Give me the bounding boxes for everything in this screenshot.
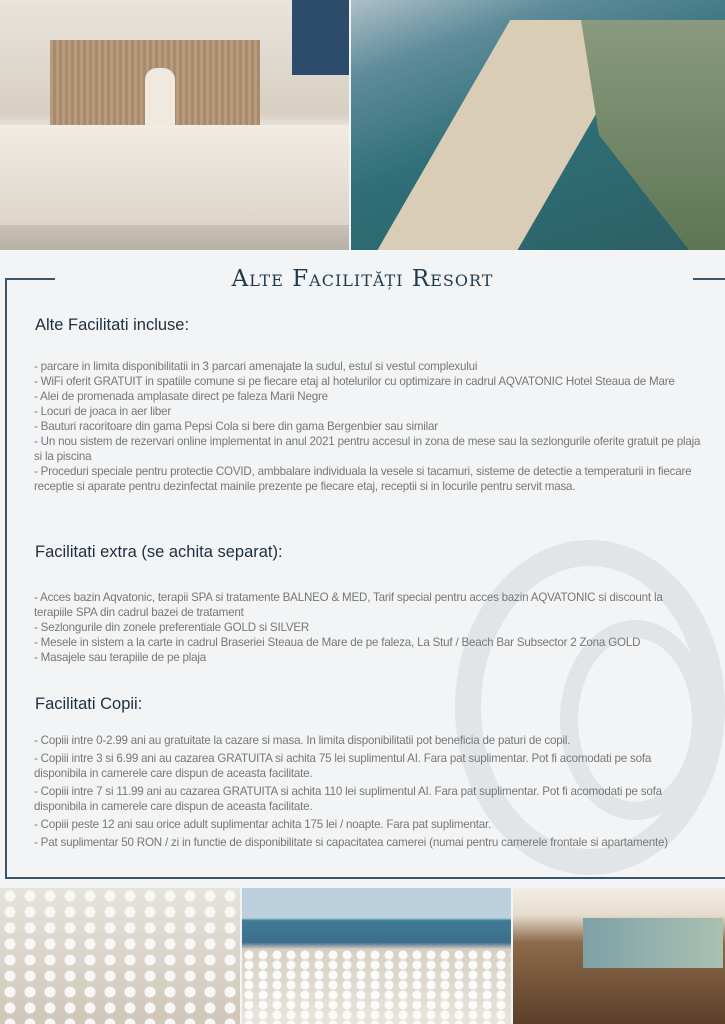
list-item: - Bauturi racoritoare din gama Pepsi Cola si bere din gama Bergenbier sau similar (34, 420, 438, 433)
list-item: - Acces bazin Aqvatonic, terapii SPA si tratamente BALNEO & MED, Tarif special pentru acces bazin AQVATONIC si discount la terapiile SPA din cadrul bazei de tratament (34, 591, 663, 619)
children-list (34, 733, 704, 853)
beach-umbrellas-photo (0, 888, 240, 1024)
list-item: - Copiii intre 0-2.99 ani au gratuitate la cazare si masa. In limita disponibilitatii pot beneficia de paturi de copil. (34, 734, 571, 747)
included-list (34, 359, 704, 494)
list-item: - Copiii intre 3 si 6.99 ani au cazarea GRATUITA si achita 75 lei suplimentul AI. Fara pat suplimentar. Pot fi acomodati pe sofa disponibila in camerele care dispun de aceasta facilitate. (34, 752, 652, 780)
list-item: - Proceduri speciale pentru protectie COVID, ambbalare individuala la vesele si tacamuri, sisteme de detectie a temperaturii in fiecare receptie si aparate pentru dezinfectat mainile prezente pe fiecare etaj, receptii si in locurile pentru servit masa. (34, 465, 692, 493)
list-item: - WiFi oferit GRATUIT in spatiile comune si pe fiecare etaj al hotelurilor cu optimizare in cadrul AQVATONIC Hotel Steaua de Mare (34, 375, 675, 388)
aerial-beach-photo (351, 0, 725, 250)
list-item: - Sezlongurile din zonele preferentiale GOLD si SILVER (34, 621, 310, 634)
list-item: - Pat suplimentar 50 RON / zi in functie de disponibilitate si capacitatea camerei (numai pentru camerele frontale si apartamente) (34, 836, 668, 849)
list-item: - Copiii intre 7 si 11.99 ani au cazarea GRATUITA si achita 110 lei suplimentul AI. Fara pat suplimentar. Pot fi acomodati pe sofa disponibila in camerele care dispun de aceasta facilitate. (34, 785, 662, 813)
frame-line (5, 278, 7, 878)
frame-line (5, 877, 725, 879)
list-item: - Mesele in sistem a la carte in cadrul Braseriei Steaua de Mare de pe faleza, La Stuf / Beach Bar Subsector 2 Zona GOLD (34, 636, 641, 649)
extra-list (34, 590, 704, 665)
reception-photo (0, 0, 349, 250)
list-item: - Alei de promenada amplasate direct pe faleza Marii Negre (34, 390, 328, 403)
list-item: - parcare in limita disponibilitatii in 3 parcari amenajate la sudul, estul si vestul complexului (34, 360, 478, 373)
section-heading-children: Facilitati Copii: (35, 695, 143, 713)
list-item: - Masajele sau terapiile de pe plaja (34, 651, 206, 664)
beach-sea-photo (242, 888, 511, 1024)
list-item: - Un nou sistem de rezervari online implementat in anul 2021 pentru accesul in zona de mese sau la sezlongurile oferite gratuit pe plaja si la piscina (34, 435, 701, 463)
section-heading-included: Alte Facilitati incluse: (35, 316, 190, 334)
page-title: Alte Facilități Resort (231, 266, 494, 292)
section-heading-extra: Facilitati extra (se achita separat): (35, 543, 283, 561)
restaurant-photo (513, 888, 725, 1024)
list-item: - Locuri de joaca in aer liber (34, 405, 172, 418)
list-item: - Copiii peste 12 ani sau orice adult suplimentar achita 175 lei / noapte. Fara pat suplimentar. (34, 818, 492, 831)
